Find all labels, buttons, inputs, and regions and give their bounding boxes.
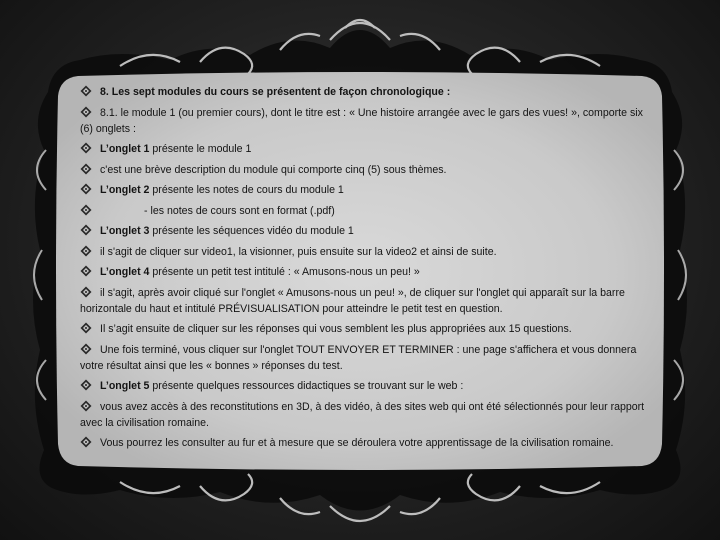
paragraph-text: Il s’agit ensuite de cliquer sur les réponses qui vous semblent les plus appropriées aux 15 questions. <box>100 323 572 335</box>
bullet-paragraph <box>80 435 650 451</box>
paragraph-text: vous avez accès à des reconstitutions en 3D, à des vidéo, à des sites web qui ont été sélectionnés pour leur rapport avec la civilisation romaine. <box>80 400 645 429</box>
diamond-bullet-icon <box>80 245 92 257</box>
bullet-paragraph <box>80 84 650 100</box>
diamond-bullet-icon <box>80 265 92 277</box>
paragraph-text: Vous pourrez les consulter au fur et à mesure que se déroulera votre apprentissage de la civilisation romaine. <box>100 437 614 449</box>
diamond-bullet-icon <box>80 322 92 334</box>
paragraph-text: 8.1. le module 1 (ou premier cours), dont le titre est : « Une histoire arrangée avec le gars des vues! », comporte six (6) onglets : <box>80 106 643 135</box>
diamond-bullet-icon <box>80 106 92 118</box>
paragraph-text: - les notes de cours sont en format (.pdf) <box>144 204 335 217</box>
bullet-paragraph <box>80 105 650 137</box>
paragraph-text: 8. Les sept modules du cours se présentent de façon chronologique : <box>100 86 451 98</box>
paragraph-text: présente un petit test intitulé : « Amusons-nous un peu! » <box>149 266 420 278</box>
diamond-bullet-icon <box>80 224 92 236</box>
bullet-paragraph <box>80 141 650 157</box>
bullet-paragraph <box>80 223 650 239</box>
diamond-bullet-icon <box>80 436 92 448</box>
paragraph-text: présente le module 1 <box>149 143 252 155</box>
paragraph-text: c'est une brève description du module qui comporte cinq (5) sous thèmes. <box>100 163 447 176</box>
bullet-paragraph <box>80 399 650 431</box>
bullet-paragraph <box>80 244 650 260</box>
diamond-bullet-icon <box>80 142 92 154</box>
paragraph-text: présente les séquences vidéo du module 1 <box>149 225 354 237</box>
paragraph-text: présente les notes de cours du module 1 <box>149 184 344 196</box>
bullet-paragraph <box>80 321 650 337</box>
paragraph-text: Une fois terminé, vous cliquer sur l'onglet TOUT ENVOYER ET TERMINER : une page s'affichera et vous donnera votre résultat ainsi que les « bonnes » réponses du test. <box>80 343 637 372</box>
bullet-paragraph <box>80 285 650 317</box>
bullet-paragraph <box>80 378 650 394</box>
bullet-paragraph <box>80 203 650 219</box>
bullet-paragraph <box>80 162 650 178</box>
paragraph-text: L’onglet 4 <box>100 266 150 278</box>
paragraph-text: L’onglet 3 <box>100 225 150 237</box>
bullet-paragraph <box>80 182 650 198</box>
bullet-paragraph <box>80 264 650 280</box>
diamond-bullet-icon <box>80 163 92 175</box>
diamond-bullet-icon <box>80 379 92 391</box>
slide-content <box>80 84 650 456</box>
paragraph-text: présente quelques ressources didactiques se trouvant sur le web : <box>149 380 464 392</box>
paragraph-text: il s'agit de cliquer sur video1, la visionner, puis ensuite sur la video2 et ainsi de suite. <box>100 245 497 258</box>
paragraph-text: L’onglet 1 <box>100 143 150 155</box>
paragraph-text: L’onglet 2 <box>100 184 150 196</box>
bullet-paragraph <box>80 342 650 374</box>
diamond-bullet-icon <box>80 286 92 298</box>
diamond-bullet-icon <box>80 204 92 216</box>
diamond-bullet-icon <box>80 85 92 97</box>
diamond-bullet-icon <box>80 183 92 195</box>
diamond-bullet-icon <box>80 343 92 355</box>
paragraph-text: il s'agit, après avoir cliqué sur l'onglet « Amusons-nous un peu! », de cliquer sur l'onglet qui apparaît sur la barre horizontale du haut et intitulé PRÉVISUALISATION pour atteindre le petit test en question. <box>80 286 625 315</box>
diamond-bullet-icon <box>80 400 92 412</box>
paragraph-text: L’onglet 5 <box>100 380 150 392</box>
